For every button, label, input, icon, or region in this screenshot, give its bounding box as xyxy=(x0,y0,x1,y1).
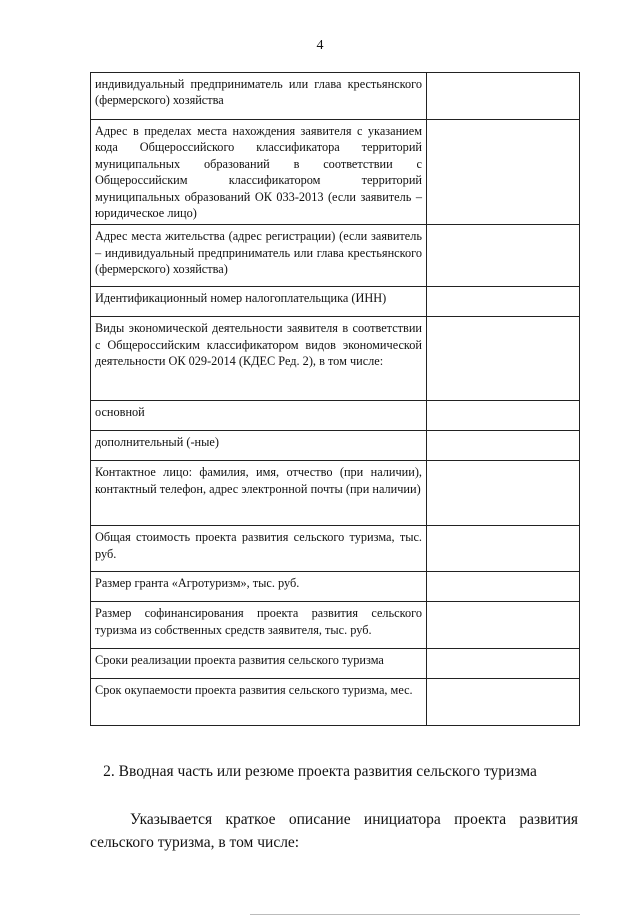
table-row xyxy=(91,526,580,572)
section-paragraph: Указывается краткое описание инициатора проекта развития сельского туризма, в том числе: xyxy=(90,811,578,851)
row-label-contact-person: Контактное лицо: фамилия, имя, отчество (при наличии), контактный телефон, адрес электронной почты (при наличии) xyxy=(91,461,427,526)
row-label-residence-address: Адрес места жительства (адрес регистрации) (если заявитель – индивидуальный предприниматель или глава крестьянского (фермерского) хозяйства) xyxy=(91,225,427,287)
table-row xyxy=(91,431,580,461)
row-value-legal-address xyxy=(427,120,580,225)
row-label-inn: Идентификационный номер налогоплательщика (ИНН) xyxy=(91,287,427,317)
table-row xyxy=(91,679,580,726)
row-label-total-cost: Общая стоимость проекта развития сельского туризма, тыс. руб. xyxy=(91,526,427,572)
row-value-implementation-period xyxy=(427,649,580,679)
table-row xyxy=(91,572,580,602)
table-row xyxy=(91,401,580,431)
row-value-residence-address xyxy=(427,225,580,287)
table-row xyxy=(91,287,580,317)
applicant-info-table xyxy=(90,72,580,726)
table-row xyxy=(91,461,580,526)
row-value-applicant-type xyxy=(427,73,580,120)
row-value-additional-activity xyxy=(427,431,580,461)
row-value-cofinancing xyxy=(427,602,580,649)
row-value-payback-period xyxy=(427,679,580,726)
table-row xyxy=(91,317,580,401)
table-row xyxy=(91,602,580,649)
row-label-additional-activity: дополнительный (-ные) xyxy=(91,431,427,461)
row-value-activity-types xyxy=(427,317,580,401)
row-label-main-activity: основной xyxy=(91,401,427,431)
row-label-grant-size: Размер гранта «Агротуризм», тыс. руб. xyxy=(91,572,427,602)
row-value-total-cost xyxy=(427,526,580,572)
row-label-implementation-period: Сроки реализации проекта развития сельского туризма xyxy=(91,649,427,679)
section-heading: 2. Вводная часть или резюме проекта развития сельского туризма xyxy=(103,763,537,780)
row-label-payback-period: Срок окупаемости проекта развития сельского туризма, мес. xyxy=(91,679,427,726)
table-row xyxy=(91,73,580,120)
row-label-applicant-type: индивидуальный предприниматель или глава крестьянского (фермерского) хозяйства xyxy=(91,73,427,120)
table-row xyxy=(91,120,580,225)
row-label-cofinancing: Размер софинансирования проекта развития сельского туризма из собственных средств заявителя, тыс. руб. xyxy=(91,602,427,649)
page-number: 4 xyxy=(316,38,324,53)
table-row xyxy=(91,225,580,287)
row-value-main-activity xyxy=(427,401,580,431)
row-value-grant-size xyxy=(427,572,580,602)
row-label-legal-address: Адрес в пределах места нахождения заявителя с указанием кода Общероссийского классификатора территорий муниципальных образований в соответствии с Общероссийским классификатором территорий муниципальных образований ОК 033-2013 (если заявитель – юридическое лицо) xyxy=(91,120,427,225)
table-row xyxy=(91,649,580,679)
row-value-contact-person xyxy=(427,461,580,526)
row-value-inn xyxy=(427,287,580,317)
page-bottom-rule xyxy=(250,914,580,915)
row-label-activity-types: Виды экономической деятельности заявителя в соответствии с Общероссийским классификатором видов экономической деятельности ОК 029-2014 (КДЕС Ред. 2), в том числе: xyxy=(91,317,427,401)
